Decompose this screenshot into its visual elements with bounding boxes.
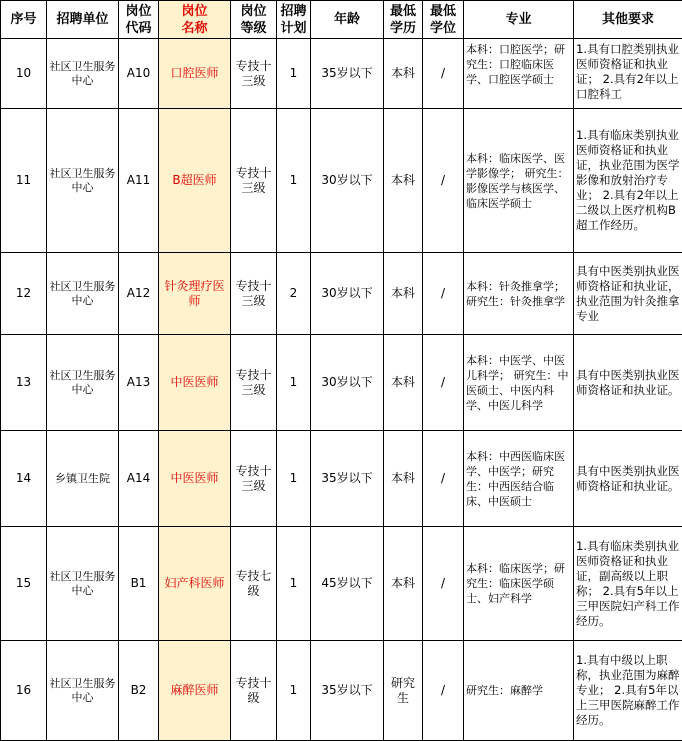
cell-degree: /	[423, 253, 464, 335]
cell-major: 本科：临床医学、医学影像学； 研究生：影像医学与核医学、临床医学硕士	[464, 109, 574, 253]
table-row	[1, 527, 682, 641]
cell-seq: 16	[1, 641, 47, 741]
table-row	[1, 641, 682, 741]
cell-seq: 13	[1, 335, 47, 431]
header-grade-line2: 等级	[240, 20, 267, 36]
cell-other	[574, 39, 682, 109]
cell-other: 具有中医类别执业医师资格证和执业证，执业范围为针灸推拿专业	[574, 253, 682, 335]
cell-plan: 2	[277, 253, 311, 335]
header-major: 专业	[464, 1, 574, 39]
cell-position-name: 麻醉医师	[159, 641, 231, 741]
cell-major	[464, 39, 574, 109]
cell-position-name: 中医医师	[159, 335, 231, 431]
cell-major: 本科：中医学、中医儿科学； 研究生：中医硕士、中医内科学、中医儿科学	[464, 335, 574, 431]
cell-code: A11	[119, 109, 159, 253]
cell-degree: /	[423, 109, 464, 253]
cell-grade: 专技十三级	[231, 109, 277, 253]
cell-major: 本科：中西医临床医学、中医学；研究生：中西医结合临床、中医硕士	[464, 431, 574, 527]
cell-other: 1.具有中级以上职称，执业范围为麻醉专业； 2.具有5年以上三甲医院麻醉工作经历。	[574, 641, 682, 741]
cell-seq: 12	[1, 253, 47, 335]
cell-plan: 1	[277, 527, 311, 641]
cell-edu: 研究生	[384, 641, 423, 741]
cell-degree: /	[423, 431, 464, 527]
header-plan-line2: 计划	[280, 20, 307, 36]
cell-position-name: B超医师	[159, 109, 231, 253]
cell-degree: /	[423, 39, 464, 109]
cell-grade: 专技十三级	[231, 431, 277, 527]
cell-code: A14	[119, 431, 159, 527]
cell-seq: 15	[1, 527, 47, 641]
cell-plan: 1	[277, 109, 311, 253]
cell-age: 35岁以下	[311, 641, 384, 741]
major-text: 本科：口腔医学；研究生：口腔临床医学、口腔医学硕士	[466, 42, 565, 86]
cell-edu: 本科	[384, 39, 423, 109]
table-row	[1, 39, 682, 109]
cell-plan: 1	[277, 641, 311, 741]
cell-edu: 本科	[384, 431, 423, 527]
header-degree-line1: 最低	[429, 3, 456, 19]
header-other: 其他要求	[574, 1, 682, 39]
cell-edu: 本科	[384, 335, 423, 431]
cell-degree: /	[423, 335, 464, 431]
cell-age: 45岁以下	[311, 527, 384, 641]
cell-major: 研究生：麻醉学	[464, 641, 574, 741]
cell-age: 30岁以下	[311, 109, 384, 253]
header-plan-line1: 招聘	[280, 3, 307, 19]
cell-edu: 本科	[384, 109, 423, 253]
header-name	[159, 1, 231, 39]
header-degree-line2: 学位	[429, 20, 456, 36]
cell-degree: /	[423, 527, 464, 641]
cell-position-name: 中医医师	[159, 431, 231, 527]
cell-unit: 社区卫生服务中心	[47, 253, 119, 335]
cell-other: 1.具有临床类别执业医师资格证和执业证，副高级以上职称； 2.具有5年以上三甲医院妇产科工作经历。	[574, 527, 682, 641]
cell-code: B2	[119, 641, 159, 741]
cell-degree: /	[423, 641, 464, 741]
cell-position-name: 针灸理疗医师	[159, 253, 231, 335]
header-plan	[277, 1, 311, 39]
other-text: 1.具有口腔类别执业医师资格证和执业证； 2.具有2年以上口腔科工	[576, 41, 679, 101]
header-code	[119, 1, 159, 39]
cell-unit: 社区卫生服务中心	[47, 109, 119, 253]
cell-code: A13	[119, 335, 159, 431]
cell-code: A10	[119, 39, 159, 109]
cell-other: 具有中医类别执业医师资格证和执业证。	[574, 335, 682, 431]
cell-seq: 10	[1, 39, 47, 109]
header-edu-line2: 学历	[389, 20, 416, 36]
cell-age: 35岁以下	[311, 39, 384, 109]
table-row	[1, 253, 682, 335]
cell-age: 35岁以下	[311, 431, 384, 527]
cell-plan: 1	[277, 39, 311, 109]
header-row	[1, 1, 682, 39]
header-unit: 招聘单位	[47, 1, 119, 39]
header-grade-line1: 岗位	[240, 3, 267, 19]
cell-plan: 1	[277, 335, 311, 431]
header-edu-line1: 最低	[389, 3, 416, 19]
cell-code: B1	[119, 527, 159, 641]
cell-code: A12	[119, 253, 159, 335]
cell-grade: 专技七级	[231, 527, 277, 641]
cell-unit: 社区卫生服务中心	[47, 39, 119, 109]
cell-plan: 1	[277, 431, 311, 527]
header-name-line2: 名称	[181, 20, 208, 36]
table-row	[1, 335, 682, 431]
header-age: 年龄	[311, 1, 384, 39]
header-code-line2: 代码	[125, 20, 152, 36]
cell-unit: 社区卫生服务中心	[47, 335, 119, 431]
cell-grade: 专技十级	[231, 641, 277, 741]
cell-edu: 本科	[384, 253, 423, 335]
cell-unit: 乡镇卫生院	[47, 431, 119, 527]
header-name-line1: 岗位	[181, 3, 208, 19]
header-grade	[231, 1, 277, 39]
cell-grade: 专技十三级	[231, 253, 277, 335]
cell-unit: 社区卫生服务中心	[47, 641, 119, 741]
cell-major: 本科：临床医学；研究生：临床医学硕士、妇产科学	[464, 527, 574, 641]
header-seq: 序号	[1, 1, 47, 39]
cell-age: 30岁以下	[311, 335, 384, 431]
cell-other: 1.具有临床类别执业医师资格证和执业证，执业范围为医学影像和放射治疗专业； 2.具有2年以上二级以上医疗机构B超工作经历。	[574, 109, 682, 253]
cell-grade: 专技十三级	[231, 335, 277, 431]
cell-other: 具有中医类别执业医师资格证和执业证。	[574, 431, 682, 527]
cell-position-name: 妇产科医师	[159, 527, 231, 641]
cell-edu: 本科	[384, 527, 423, 641]
header-code-line1: 岗位	[125, 3, 152, 19]
cell-unit: 社区卫生服务中心	[47, 527, 119, 641]
cell-seq: 11	[1, 109, 47, 253]
header-edu	[384, 1, 423, 39]
table-row	[1, 109, 682, 253]
table-row	[1, 431, 682, 527]
header-degree	[423, 1, 464, 39]
cell-position-name: 口腔医师	[159, 39, 231, 109]
cell-grade: 专技十三级	[231, 39, 277, 109]
cell-seq: 14	[1, 431, 47, 527]
cell-major: 本科：针灸推拿学； 研究生：针灸推拿学	[464, 253, 574, 335]
cell-age: 30岁以下	[311, 253, 384, 335]
